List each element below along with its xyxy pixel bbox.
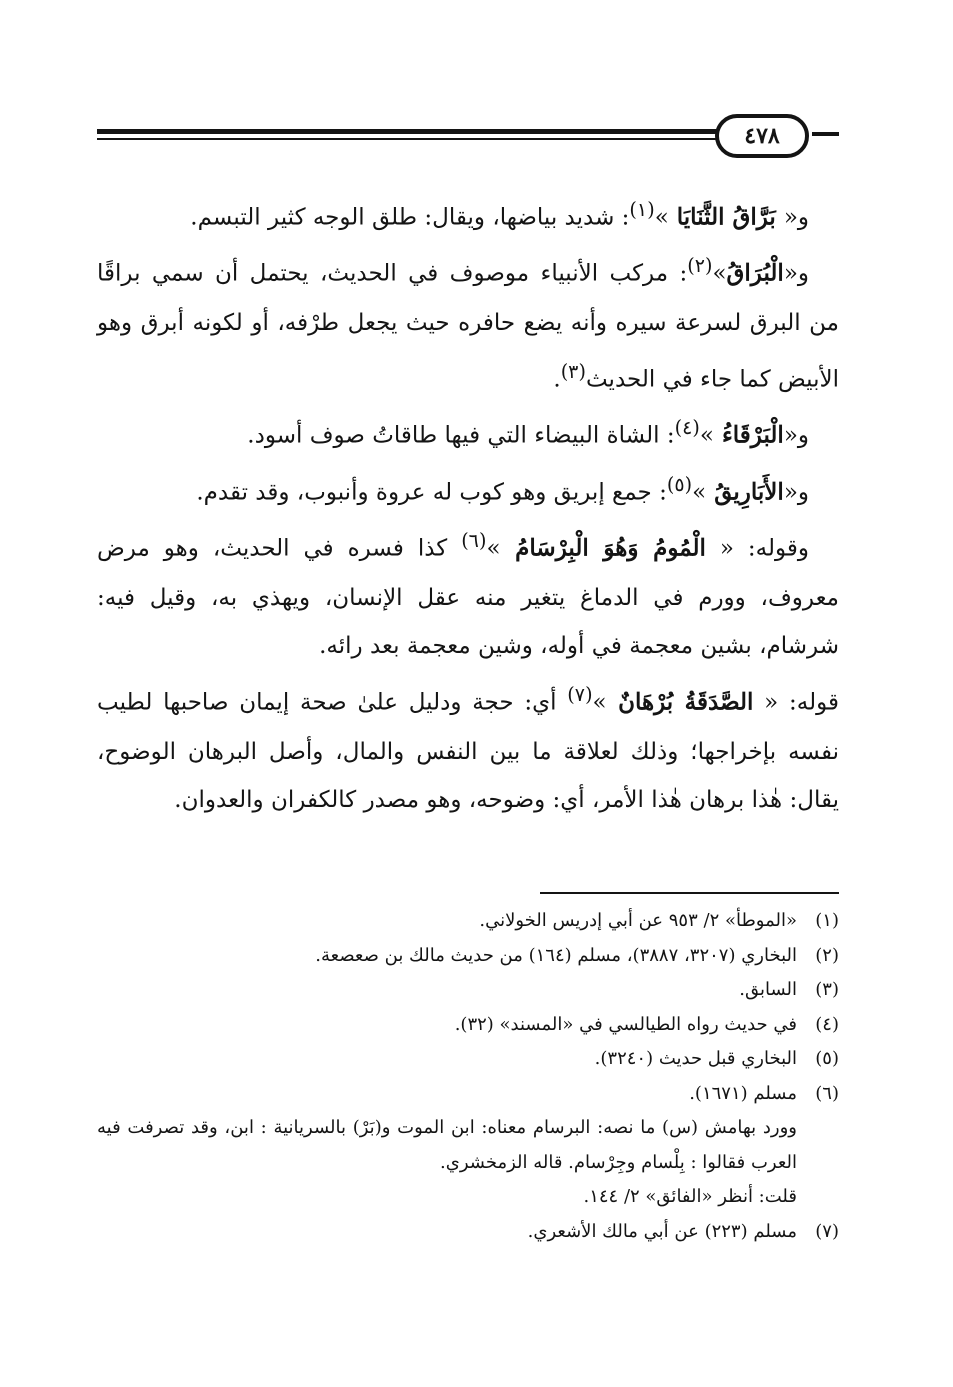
entry-almum: وقوله: « الْمُومُ وَهُوَ الْبِرْسَامُ »$^{(٦)}$ كذا فسره في الحديث، وهو مرض معروف، وورم في الدماغ يتغير منه عقل الإنسان، ويهذي به، وقيل فيه: شرشام، بشين معجمة في أوله، وشين معجمة بعد رائه. bbox=[97, 529, 839, 660]
page-header bbox=[97, 114, 839, 164]
footnote-ref: (٧) bbox=[567, 683, 593, 707]
entry-albarqa: و«الْبَرْقَاءُ »$^{(٤)}$: الشاة البيضاء التي فيها طاقاتُ صوف أسود. bbox=[247, 416, 809, 449]
entry-alsadaqa: قوله: « الصَّدَقَةُ بُرْهَانٌ »$^{(٧)}$ أي: حجة ودليل علىٰ صحة إيمان صاحبها لطيب نفسه بإخراجها؛ وذلك لعلاقة ما بين النفس والمال، وأصل البرهان الوضوح، يقال: هٰذا برهان هٰذا الأمر، أي: وضوحه، وهو مصدر كالكفران والعدوان. bbox=[97, 683, 839, 814]
footnote-ref: (٣) bbox=[560, 359, 586, 383]
entry-term: الأَبَارِيقُ bbox=[706, 478, 784, 506]
entry-term: الصَّدَقَةُ بُرْهَانٌ bbox=[606, 688, 754, 716]
header-rule-thin bbox=[97, 138, 717, 140]
footnote-6-note: قلت: أنظر «الفائق» ٢/ ١٤٤. bbox=[583, 1186, 797, 1207]
entry-term: الْمُومُ وَهُوَ الْبِرْسَامُ bbox=[500, 534, 706, 562]
footnote-ref: (٦) bbox=[461, 529, 487, 553]
header-rule-thick bbox=[97, 129, 717, 134]
main-text bbox=[97, 186, 839, 825]
footnote-6: (٦)مسلم (١٦٧١). bbox=[689, 1082, 839, 1104]
header-rule-right bbox=[812, 132, 839, 136]
page-number: ٤٧٨ bbox=[715, 114, 809, 158]
footnote-4: (٤)في حديث رواه الطيالسي في «المسند» (٣٢). bbox=[454, 1013, 839, 1035]
entry-term: بَرَّاقُ الثَّنَايَا bbox=[668, 203, 784, 231]
entry-barraq-althanaya: و« بَرَّاقُ الثَّنَايَا »$^{(١)}$: شديد بياضها، ويقال: طلق الوجه كثير التبسم. bbox=[190, 198, 809, 231]
footnote-ref: (٢) bbox=[687, 254, 713, 278]
footnote-2: (٢)البخاري (٣٢٠٧، ٣٨٨٧)، مسلم (١٦٤) من حديث مالك بن صعصعة. bbox=[315, 944, 839, 966]
footnote-ref: (١) bbox=[629, 198, 655, 221]
footnote-5: (٥)البخاري قبل حديث (٣٢٤٠). bbox=[594, 1048, 839, 1069]
footnote-6-continuation: وورد بهامش (س) ما نصه: البرسام معناه: ابن الموت و(بَرْ) بالسريانية : ابن، وقد تصرفت فيه العرب فقالوا : بِلْسام وجِرْسام. قاله الزمخشري. bbox=[97, 1117, 797, 1173]
entry-term: الْبَرْقَاءُ bbox=[713, 421, 784, 449]
entry-alburaq: و«الْبُرَاقُ»$^{(٢)}$: مركب الأنبياء موصوف في الحديث، يحتمل أن سمي براقًا من البرق لسرعة سيره وأنه يضع حافره حيث يجعل طرْفه، أو لكونه أبرق وهو الأبيض كما جاء في الحديث$^{(٣)}$. bbox=[97, 254, 839, 393]
entry-term: الْبُرَاقُ bbox=[726, 260, 784, 288]
footnote-divider bbox=[540, 892, 839, 894]
footnotes bbox=[97, 904, 839, 1249]
footnote-ref: (٤) bbox=[674, 416, 700, 440]
footnote-7: (٧)مسلم (٢٢٣) عن أبي مالك الأشعري. bbox=[527, 1220, 839, 1242]
entry-alabariq: و«الأَبَارِيقُ »$^{(٥)}$: جمع إبريق وهو كوب له عروة وأنبوب، وقد تقدم. bbox=[196, 472, 809, 506]
footnote-ref: (٥) bbox=[666, 472, 693, 496]
footnote-1: (١)«الموطأ» ٢/ ٩٥٣ عن أبي إدريس الخولاني. bbox=[479, 910, 839, 931]
footnote-3: (٣)السابق. bbox=[739, 979, 839, 1000]
